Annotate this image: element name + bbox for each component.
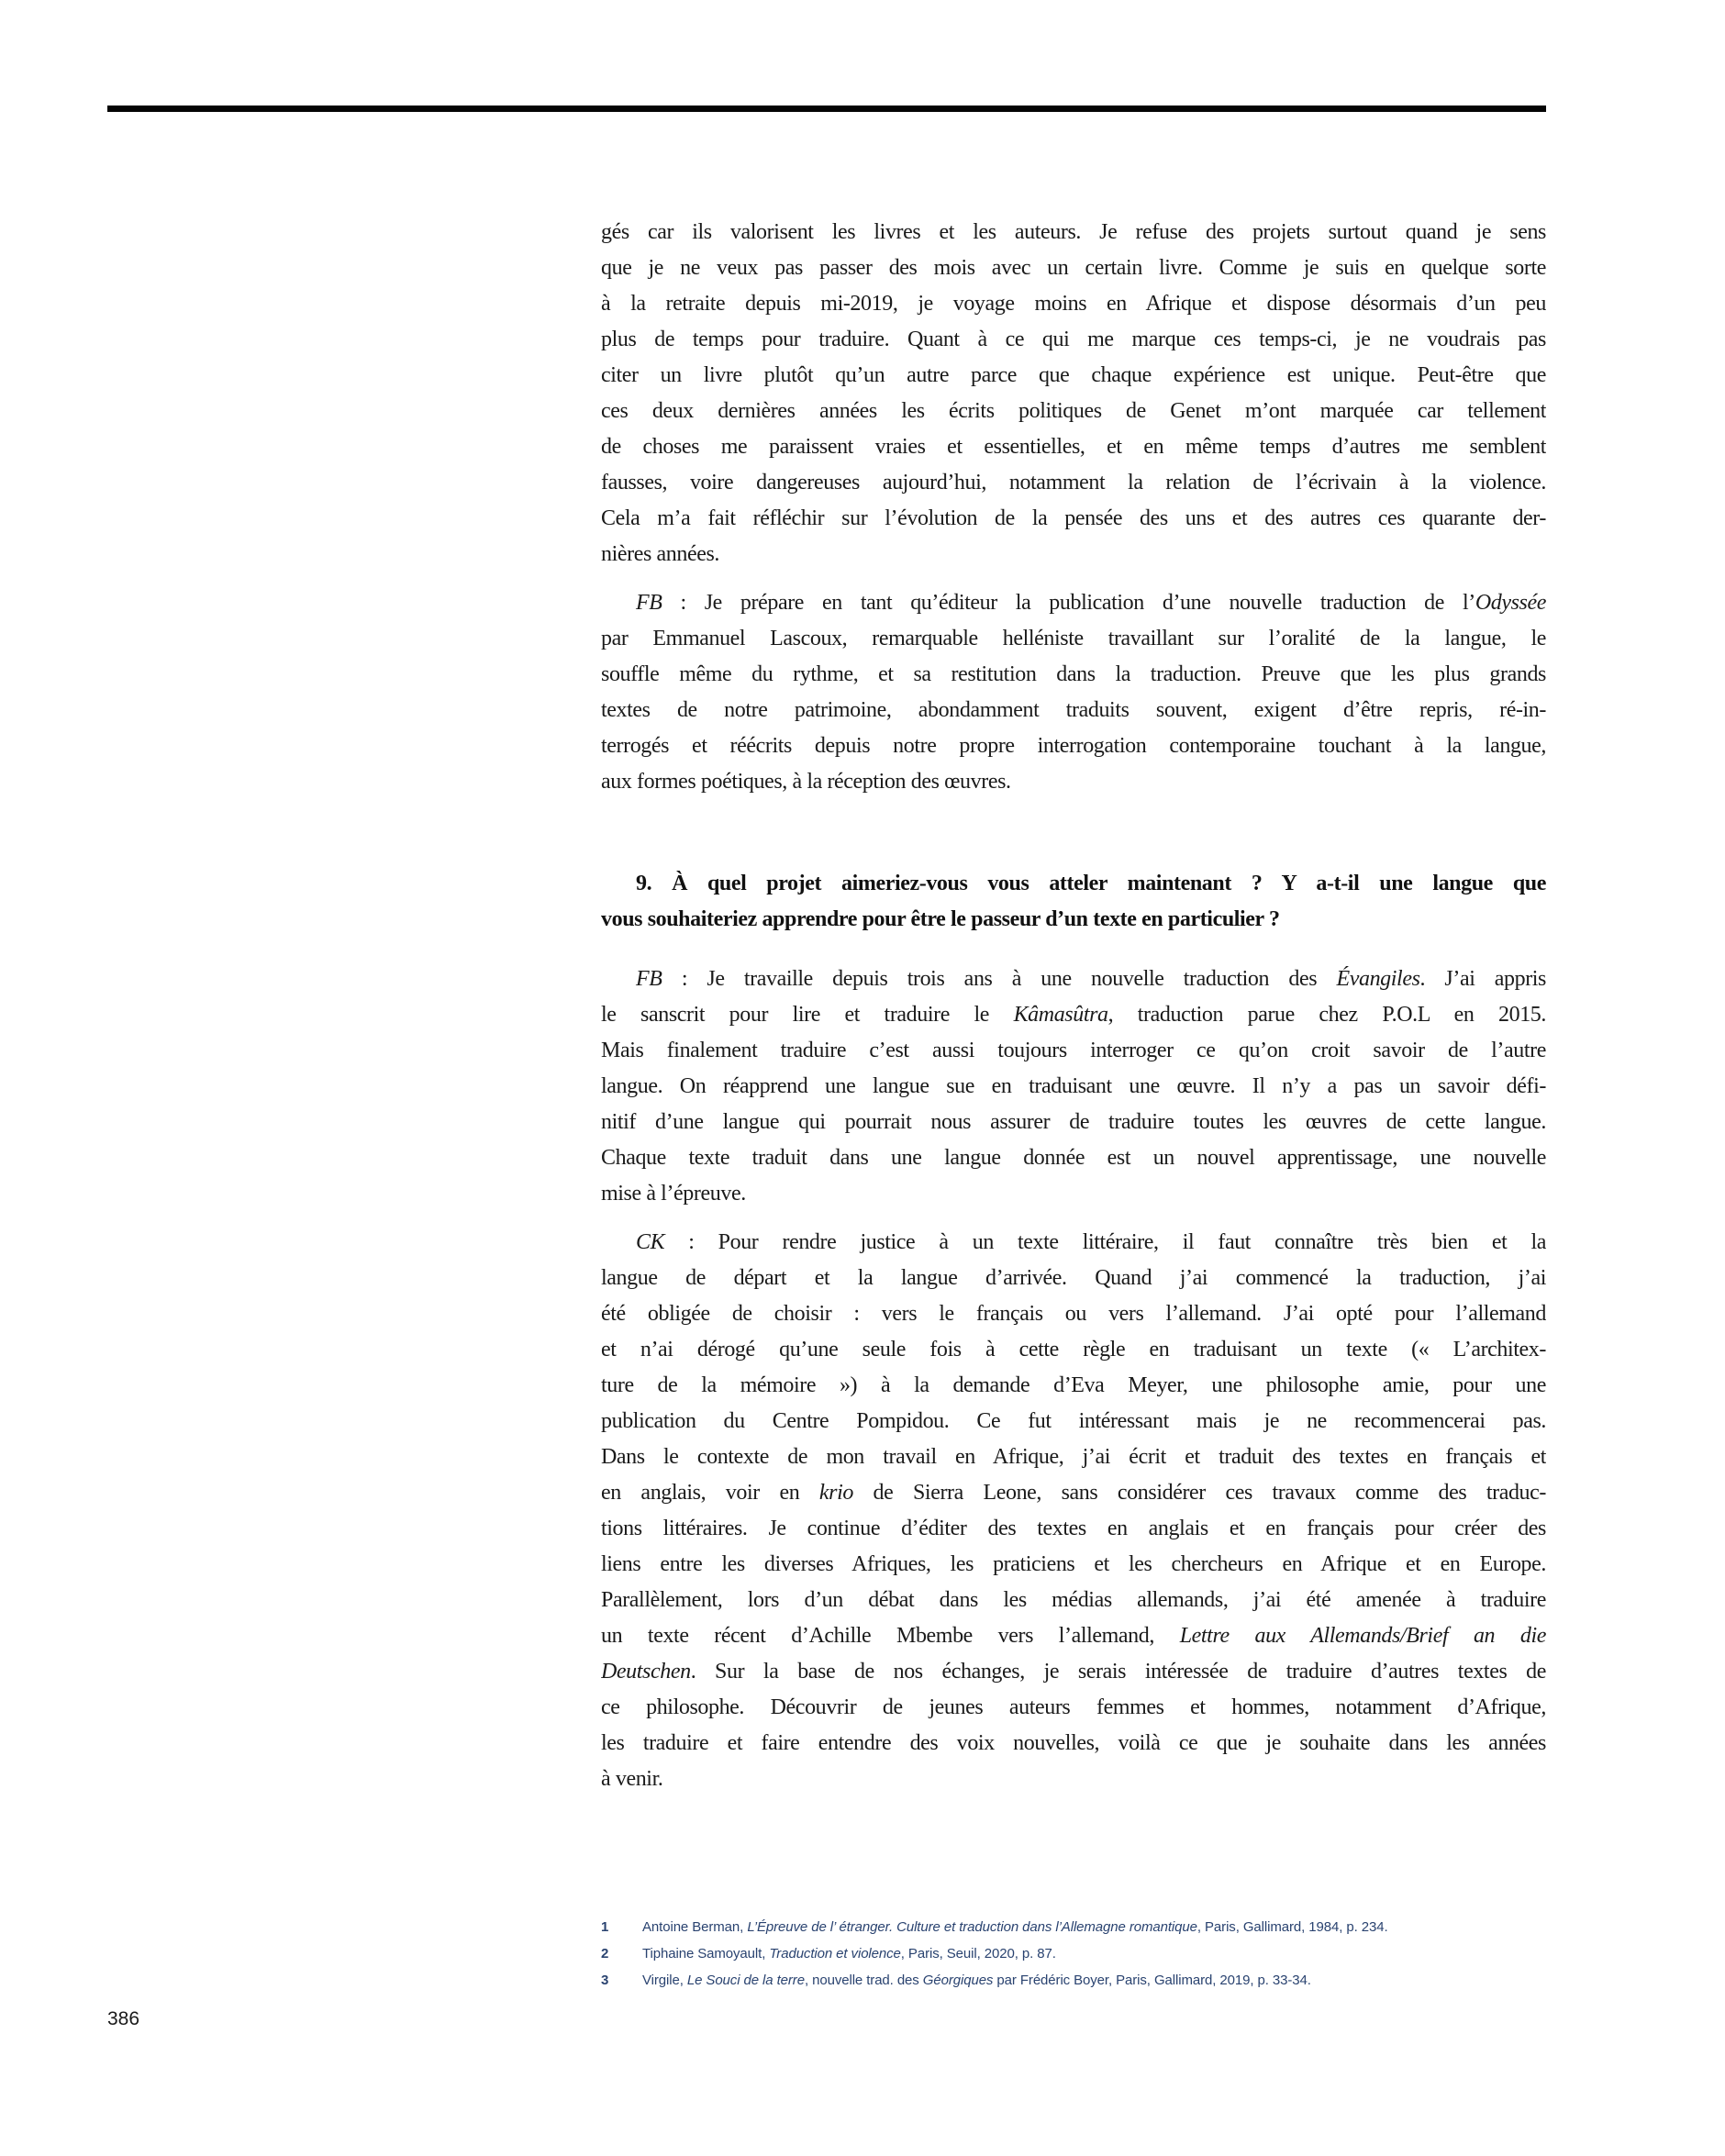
footnote [601, 1967, 1546, 1994]
italic-text-segment: Odyssée [1475, 591, 1546, 615]
text-line [601, 585, 1546, 621]
main-text-column [601, 215, 1546, 1797]
text-line [601, 1033, 1546, 1069]
text-segment: vous souhaiteriez apprendre pour être le passeur d’un texte en particulier ? [601, 907, 1280, 931]
text-segment: à venir. [601, 1767, 663, 1791]
text-line [601, 902, 1546, 938]
text-line [601, 501, 1546, 537]
text-line [601, 1404, 1546, 1439]
text-line [601, 322, 1546, 358]
footnote-text [642, 1967, 1546, 1994]
text-segment: gés car ils valorisent les livres et les auteurs. Je refuse des projets surtout quand je sens [601, 220, 1546, 244]
text-line [601, 1654, 1546, 1690]
text-segment: Dans le contexte de mon travail en Afrique, j’ai écrit et traduit des textes en français et [601, 1445, 1546, 1469]
footnote [601, 1940, 1546, 1967]
text-segment: ture de la mémoire ») à la demande d’Eva Meyer, une philosophe amie, pour une [601, 1373, 1546, 1397]
footnotes-block [601, 1914, 1546, 1994]
text-segment: un texte récent d’Achille Mbembe vers l’allemand, [601, 1624, 1180, 1648]
text-segment: . J’ai appris [1419, 967, 1546, 991]
footnote-text [642, 1914, 1546, 1940]
text-segment: mise à l’épreuve. [601, 1182, 746, 1206]
text-segment: citer un livre plutôt qu’un autre parce que chaque expérience est unique. Peut-être que [601, 363, 1546, 387]
text-line [601, 1475, 1546, 1511]
text-segment: : Je prépare en tant qu’éditeur la publication d’une nouvelle traduction de l’ [662, 591, 1475, 615]
question-heading [601, 866, 1546, 938]
italic-text-segment: FB [636, 967, 662, 991]
text-segment: ce philosophe. Découvrir de jeunes auteurs femmes et hommes, notamment d’Afrique, [601, 1695, 1546, 1719]
text-line [601, 429, 1546, 465]
text-line [601, 1547, 1546, 1583]
text-segment: de choses me paraissent vraies et essentielles, et en même temps d’autres me semblent [601, 435, 1546, 459]
text-line [601, 1176, 1546, 1212]
text-segment: Cela m’a fait réfléchir sur l’évolution de la pensée des uns et des autres ces quarante der- [601, 506, 1546, 530]
text-segment: langue. On réapprend une langue sue en traduisant une œuvre. Il n’y a pas un savoir défi- [601, 1074, 1546, 1098]
text-line [601, 1368, 1546, 1404]
text-line [601, 250, 1546, 286]
text-line [601, 621, 1546, 657]
text-segment: par Frédéric Boyer, Paris, Gallimard, 2019, p. 33-34. [993, 1973, 1311, 1988]
text-segment: , nouvelle trad. des [804, 1973, 923, 1988]
text-segment: : Je travaille depuis trois ans à une nouvelle traduction des [662, 967, 1337, 991]
text-segment: en anglais, voir en [601, 1481, 819, 1505]
text-segment: nitif d’une langue qui pourrait nous assurer de traduire toutes les œuvres de cette langue. [601, 1110, 1546, 1134]
italic-text-segment: krio [818, 1481, 853, 1505]
text-segment: ces deux dernières années les écrits politiques de Genet m’ont marquée car tellement [601, 399, 1546, 423]
text-line [601, 764, 1546, 800]
text-segment: Antoine Berman, [642, 1919, 748, 1935]
text-line [601, 358, 1546, 394]
text-segment: les traduire et faire entendre des voix nouvelles, voilà ce que je souhaite dans les années [601, 1731, 1546, 1755]
text-segment: par Emmanuel Lascoux, remarquable helléniste travaillant sur l’oralité de la langue, le [601, 627, 1546, 650]
italic-text-segment: Lettre aux Allemands/Brief an die [1179, 1624, 1546, 1648]
text-segment: Tiphaine Samoyault, [642, 1946, 770, 1962]
text-segment: , Paris, Gallimard, 1984, p. 234. [1196, 1919, 1388, 1935]
text-line [601, 465, 1546, 501]
text-segment: publication du Centre Pompidou. Ce fut intéressant mais je ne recommencerai pas. [601, 1409, 1546, 1433]
footnote-text [642, 1940, 1546, 1967]
text-segment: Mais finalement traduire c’est aussi toujours interroger ce qu’on croit savoir de l’autre [601, 1039, 1546, 1062]
text-segment: , traduction parue chez P.O.L en 2015. [1107, 1003, 1546, 1027]
text-segment: et n’ai dérogé qu’une seule fois à cette règle en traduisant un texte (« L’architex- [601, 1338, 1546, 1361]
text-line [601, 537, 1546, 572]
text-line [601, 1583, 1546, 1618]
page-number: 386 [107, 2008, 140, 2029]
text-line [601, 1332, 1546, 1368]
text-segment: Chaque texte traduit dans une langue donnée est un nouvel apprentissage, une nouvelle [601, 1146, 1546, 1170]
text-segment: 9. À quel projet aimeriez-vous vous atteler maintenant ? Y a-t-il une langue que [636, 872, 1546, 895]
paragraph [601, 585, 1546, 800]
header-rule [107, 106, 1546, 112]
footnote-number: 3 [601, 1973, 609, 1988]
text-segment: langue de départ et la langue d’arrivée. Quand j’ai commencé la traduction, j’ai [601, 1266, 1546, 1290]
text-segment: terrogés et réécrits depuis notre propre interrogation contemporaine touchant à la langue, [601, 734, 1546, 758]
paragraph [601, 961, 1546, 1212]
text-line [601, 286, 1546, 322]
paragraph [601, 1225, 1546, 1797]
text-segment: tions littéraires. Je continue d’éditer des textes en anglais et en français pour créer des [601, 1517, 1546, 1540]
text-line [601, 1225, 1546, 1261]
text-segment: textes de notre patrimoine, abondamment traduits souvent, exigent d’être repris, ré-in- [601, 698, 1546, 722]
text-segment: à la retraite depuis mi-2019, je voyage moins en Afrique et dispose désormais d’un peu [601, 292, 1546, 316]
text-line [601, 1690, 1546, 1726]
text-line [601, 1761, 1546, 1797]
italic-text-segment: Évangiles [1336, 967, 1420, 991]
italic-text-segment: Kâmasûtra [1013, 1003, 1108, 1027]
text-segment: été obligée de choisir : vers le français ou vers l’allemand. J’ai opté pour l’allemand [601, 1302, 1546, 1326]
text-line [601, 215, 1546, 250]
text-segment: liens entre les diverses Afriques, les praticiens et les chercheurs en Afrique et en Europe. [601, 1552, 1546, 1576]
text-segment: Virgile, [642, 1973, 687, 1988]
italic-text-segment: FB [636, 591, 662, 615]
text-segment: nières années. [601, 542, 720, 566]
text-segment: fausses, voire dangereuses aujourd’hui, notamment la relation de l’écrivain à la violence. [601, 471, 1546, 495]
text-segment: . Sur la base de nos échanges, je serais intéressée de traduire d’autres textes de [690, 1660, 1546, 1684]
text-line [601, 866, 1546, 902]
italic-text-segment: L’Épreuve de l’ étranger. Culture et traduction dans l’Allemagne romantique [747, 1919, 1197, 1935]
text-segment: plus de temps pour traduire. Quant à ce qui me marque ces temps-ci, je ne voudrais pas [601, 328, 1546, 351]
italic-text-segment: Deutschen [601, 1660, 691, 1684]
text-line [601, 657, 1546, 693]
text-line [601, 1069, 1546, 1105]
italic-text-segment: Le Souci de la terre [686, 1973, 805, 1988]
text-line [601, 1140, 1546, 1176]
text-line [601, 1261, 1546, 1296]
text-segment: de Sierra Leone, sans considérer ces travaux comme des traduc- [852, 1481, 1546, 1505]
text-line [601, 1439, 1546, 1475]
text-line [601, 693, 1546, 728]
footnote [601, 1914, 1546, 1940]
text-segment: que je ne veux pas passer des mois avec un certain livre. Comme je suis en quelque sorte [601, 256, 1546, 280]
italic-text-segment: CK [636, 1230, 665, 1254]
italic-text-segment: Géorgiques [922, 1973, 994, 1988]
text-line [601, 997, 1546, 1033]
text-line [601, 1511, 1546, 1547]
text-line [601, 1726, 1546, 1761]
text-segment: souffle même du rythme, et sa restitution dans la traduction. Preuve que les plus grands [601, 662, 1546, 686]
text-line [601, 728, 1546, 764]
text-line [601, 394, 1546, 429]
italic-text-segment: Traduction et violence [769, 1946, 901, 1962]
text-line [601, 1105, 1546, 1140]
text-segment: : Pour rendre justice à un texte littéraire, il faut connaître très bien et la [664, 1230, 1546, 1254]
text-line [601, 961, 1546, 997]
text-segment: , Paris, Seuil, 2020, p. 87. [900, 1946, 1056, 1962]
text-line [601, 1618, 1546, 1654]
text-segment: le sanscrit pour lire et traduire le [601, 1003, 1014, 1027]
text-segment: Parallèlement, lors d’un débat dans les médias allemands, j’ai été amenée à traduire [601, 1588, 1546, 1612]
text-segment: aux formes poétiques, à la réception des œuvres. [601, 770, 1011, 794]
paragraph [601, 215, 1546, 572]
footnote-number: 2 [601, 1946, 609, 1962]
footnote-number: 1 [601, 1919, 609, 1935]
text-line [601, 1296, 1546, 1332]
